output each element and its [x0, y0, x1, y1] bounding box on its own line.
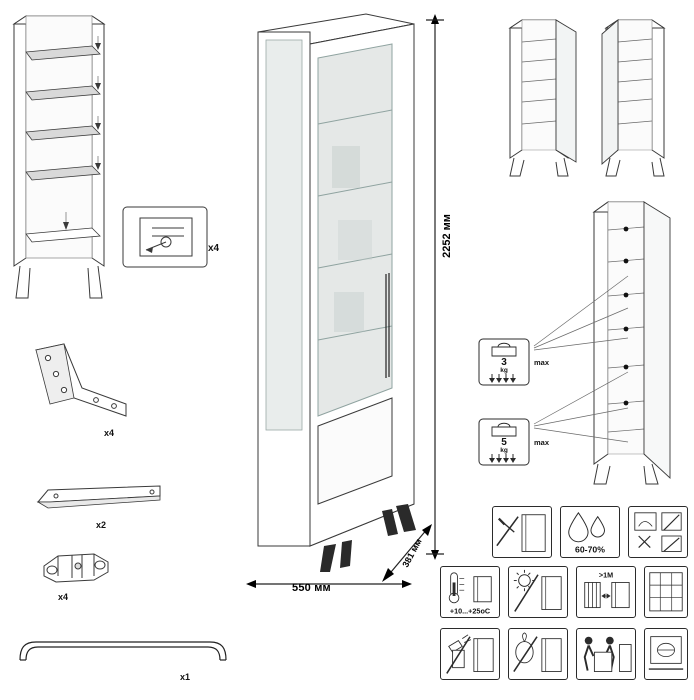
svg-text:60-70%: 60-70% [575, 544, 605, 555]
care-icon-wall-fixing [644, 566, 688, 618]
corner-bracket-part [30, 340, 138, 430]
hinge-part [38, 548, 118, 594]
svg-text:+10...+25оC: +10...+25оC [449, 606, 491, 616]
care-icon-two-person-lift [576, 628, 636, 680]
dimension-height-label: 2252 мм [441, 214, 453, 258]
svg-text:max: max [534, 358, 550, 367]
load-leader-lines [524, 260, 634, 460]
door-open-left-view [500, 12, 584, 182]
svg-text:kg: kg [500, 367, 508, 374]
handle-rail-qty-label: x1 [180, 672, 191, 682]
care-icon-distance-from-heater [576, 566, 636, 618]
cam-lock-detail-callout [122, 206, 222, 268]
care-icon-level-floor [644, 628, 688, 680]
metal-strip-part [34, 484, 164, 518]
svg-text:>1М: >1М [598, 570, 614, 580]
hinge-qty-label: x4 [58, 592, 69, 602]
metal-strip-qty-label: x2 [96, 520, 107, 530]
svg-text:kg: kg [500, 447, 508, 454]
main-cabinet-view [246, 6, 436, 576]
care-icon-no-sharp-objects [492, 506, 552, 558]
exploded-carcass-view [6, 6, 126, 306]
dimension-width-label: 550 мм [292, 582, 331, 594]
care-icon-temperature-range [440, 566, 500, 618]
cam-lock-qty-label: x4 [208, 243, 220, 254]
care-icon-no-direct-sunlight [508, 566, 568, 618]
dimension-height [424, 14, 446, 560]
svg-text:max: max [534, 438, 550, 447]
care-icon-humidity [560, 506, 620, 558]
care-icon-no-water-wipe [628, 506, 688, 558]
handle-rail-part [14, 626, 236, 682]
svg-text:5: 5 [501, 437, 507, 448]
corner-bracket-qty-label: x4 [104, 428, 115, 438]
care-icon-no-polish-spray [508, 628, 568, 680]
dimension-depth-label: 381 мм [400, 537, 424, 569]
svg-text:3: 3 [501, 357, 507, 368]
care-icon-no-solvent-spray [440, 628, 500, 680]
door-open-right-view [596, 12, 680, 182]
